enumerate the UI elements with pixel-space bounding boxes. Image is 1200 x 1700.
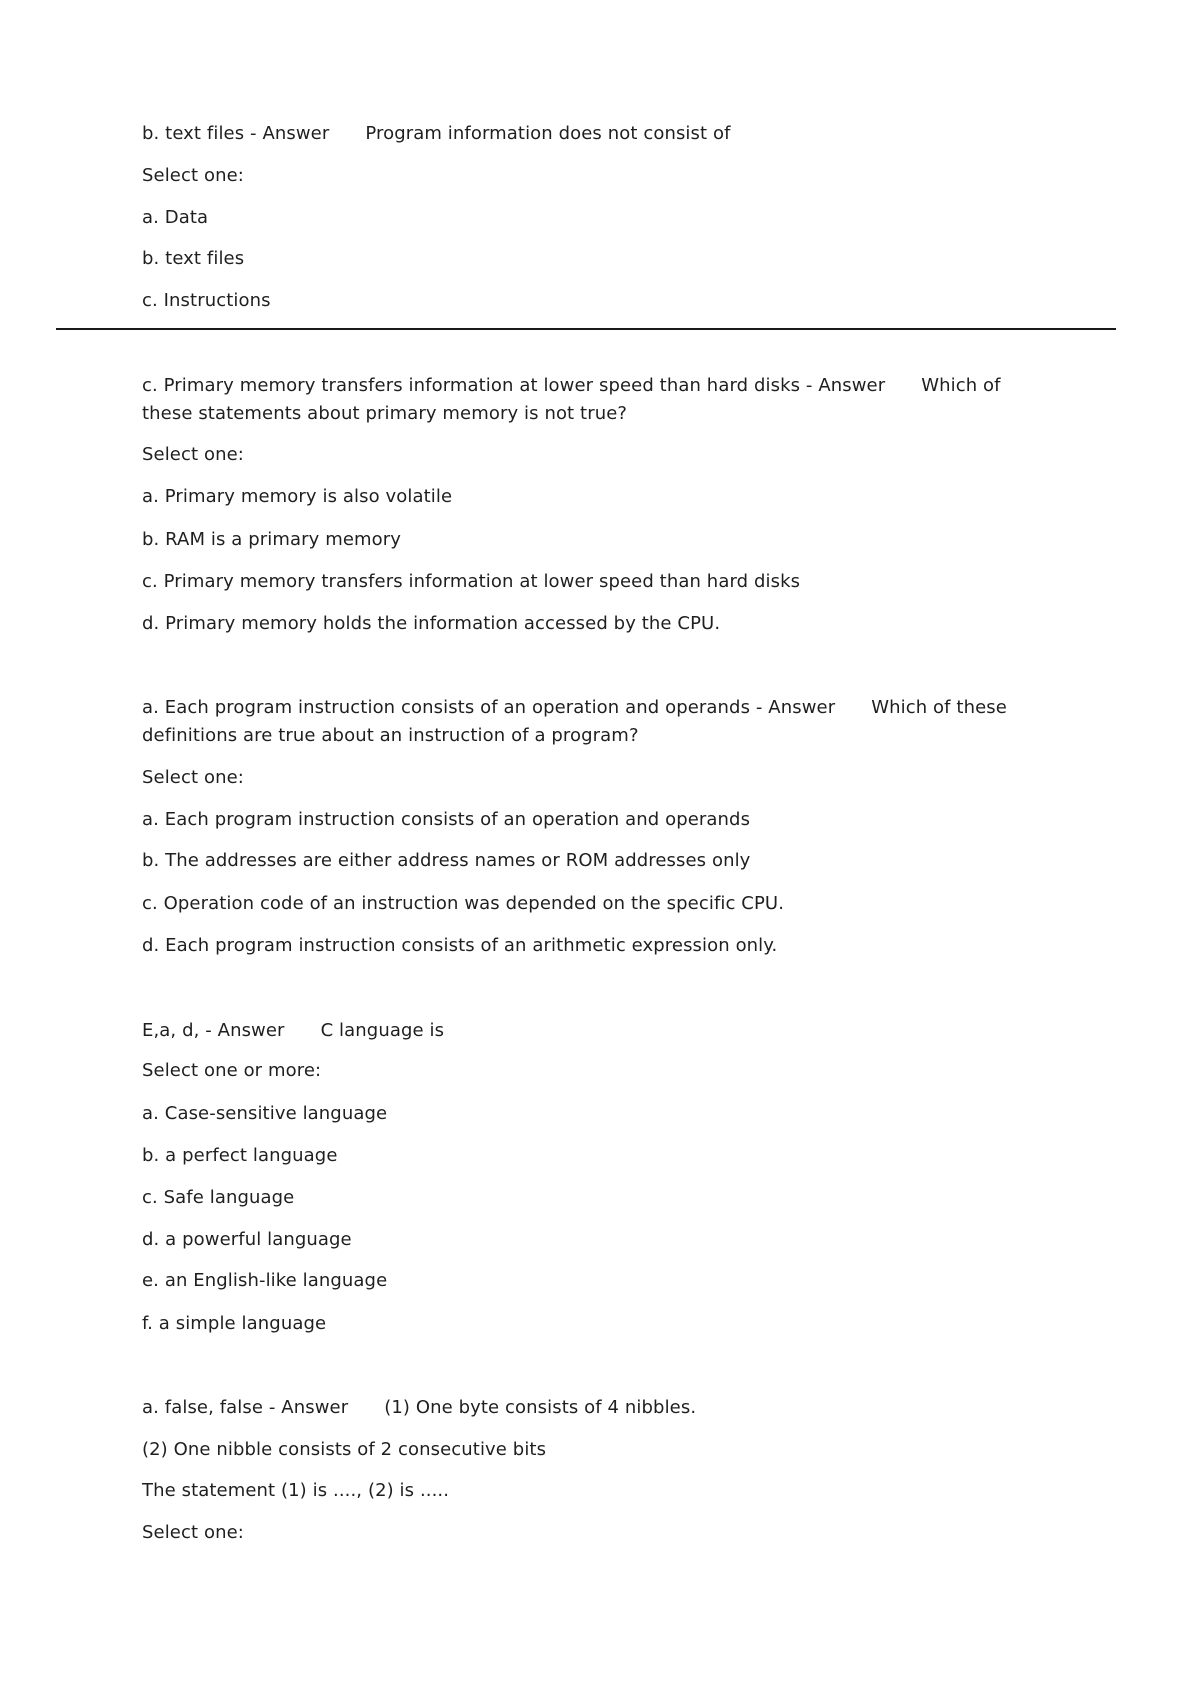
q4-heading — [142, 1017, 444, 1045]
q3-heading — [142, 694, 1007, 722]
q2-question-part1: Which of — [921, 375, 1001, 396]
q5-question-part1: (1) One byte consists of 4 nibbles. — [384, 1397, 697, 1418]
q3-option-a: a. Each program instruction consists of an operation and operands — [142, 809, 751, 830]
q3-option-b: b. The addresses are either address names or ROM addresses only — [142, 850, 751, 871]
q2-question-part2: these statements about primary memory is not true? — [142, 403, 628, 424]
q1-question: Program information does not consist of — [365, 123, 731, 144]
q4-option-c: c. Safe language — [142, 1187, 295, 1208]
q4-option-e: e. an English-like language — [142, 1270, 388, 1291]
q4-option-f: f. a simple language — [142, 1313, 327, 1334]
q1-option-a: a. Data — [142, 207, 209, 228]
q3-prompt: Select one: — [142, 767, 244, 788]
q2-option-b: b. RAM is a primary memory — [142, 529, 402, 550]
q1-option-b: b. text files — [142, 248, 245, 269]
q4-answer: E,a, d, - Answer — [142, 1020, 285, 1041]
q2-option-d: d. Primary memory holds the information accessed by the CPU. — [142, 613, 721, 634]
q3-option-c: c. Operation code of an instruction was depended on the specific CPU. — [142, 893, 785, 914]
q4-prompt: Select one or more: — [142, 1060, 322, 1081]
q2-option-c: c. Primary memory transfers information at lower speed than hard disks — [142, 571, 801, 592]
q1-heading — [142, 120, 731, 148]
q3-question-part1: Which of these — [871, 697, 1007, 718]
q1-option-c: c. Instructions — [142, 290, 271, 311]
q2-answer: c. Primary memory transfers information at lower speed than hard disks - Answer — [142, 375, 886, 396]
q4-question: C language is — [320, 1020, 445, 1041]
q3-option-d: d. Each program instruction consists of an arithmetic expression only. — [142, 935, 778, 956]
q5-question-part3: The statement (1) is ...., (2) is ..... — [142, 1480, 450, 1501]
q3-answer: a. Each program instruction consists of an operation and operands - Answer — [142, 697, 836, 718]
q5-heading — [142, 1394, 696, 1422]
section-divider — [56, 328, 1116, 330]
q2-prompt: Select one: — [142, 444, 244, 465]
q4-option-a: a. Case-sensitive language — [142, 1103, 388, 1124]
q4-option-d: d. a powerful language — [142, 1229, 352, 1250]
q3-question-part2: definitions are true about an instruction of a program? — [142, 725, 639, 746]
q4-option-b: b. a perfect language — [142, 1145, 338, 1166]
q2-option-a: a. Primary memory is also volatile — [142, 486, 453, 507]
q2-heading — [142, 372, 1001, 400]
q5-question-part2: (2) One nibble consists of 2 consecutive bits — [142, 1439, 547, 1460]
q1-answer: b. text files - Answer — [142, 123, 330, 144]
q1-prompt: Select one: — [142, 165, 244, 186]
q5-answer: a. false, false - Answer — [142, 1397, 349, 1418]
q5-prompt: Select one: — [142, 1522, 244, 1543]
